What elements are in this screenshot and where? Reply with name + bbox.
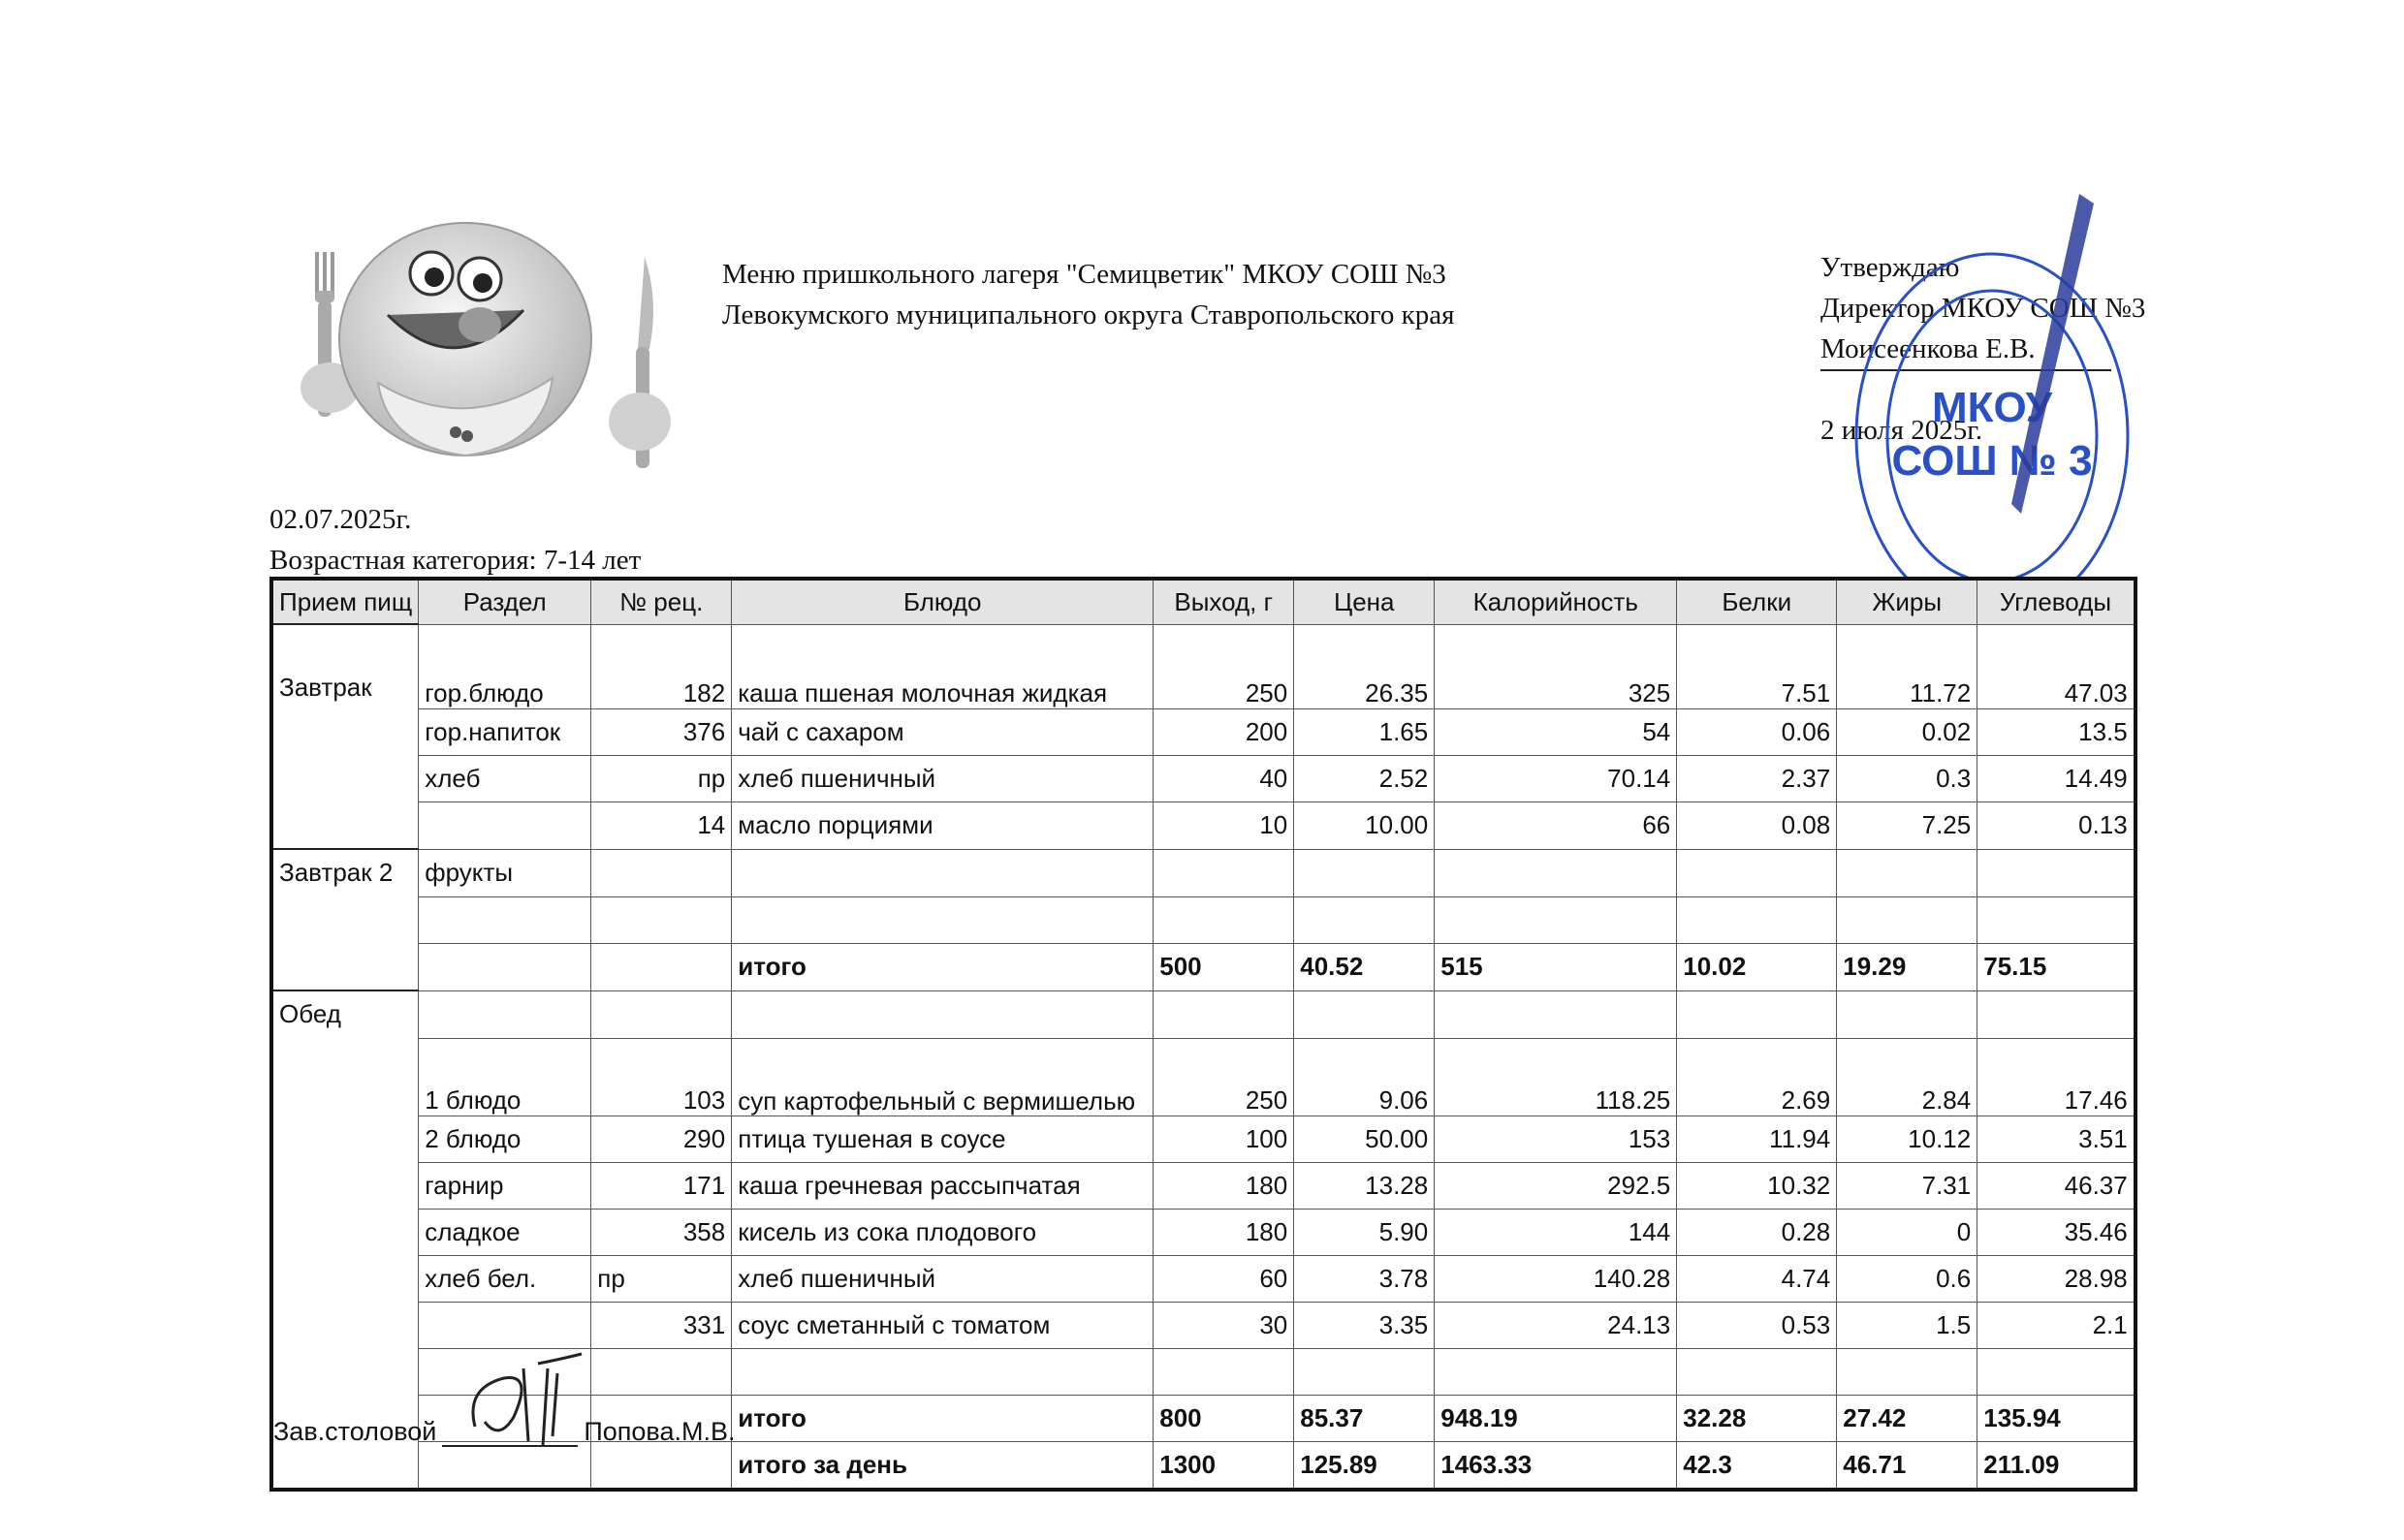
cell-carbs: 75.15 [1977,943,2135,990]
approval-line-1: Утверждаю [1820,252,1960,283]
cell-protein: 0.53 [1677,1302,1837,1348]
cell-dish: кисель из сока плодового [732,1209,1154,1255]
cell-calories: 70.14 [1435,755,1677,801]
col-header-dish: Блюдо [732,579,1154,624]
cell-calories: 515 [1435,943,1677,990]
col-header-fat: Жиры [1837,579,1977,624]
cell-output: 10 [1154,801,1294,849]
cell-protein: 4.74 [1677,1255,1837,1302]
cell-protein: 0.08 [1677,801,1837,849]
cell-carbs: 35.46 [1977,1209,2135,1255]
cell-calories: 292.5 [1435,1162,1677,1209]
cell-section: гор.блюдо [419,624,591,708]
cell-output: 100 [1154,1116,1294,1162]
cell-carbs: 13.5 [1977,708,2135,755]
cell-calories: 948.19 [1435,1395,1677,1441]
cell-fat: 10.12 [1837,1116,1977,1162]
cell-calories: 54 [1435,708,1677,755]
meal-name: Завтрак 2 [271,849,419,896]
cell-carbs: 14.49 [1977,755,2135,801]
cell-protein: 10.02 [1677,943,1837,990]
table-row [271,755,2135,801]
cell-price: 3.35 [1294,1302,1435,1348]
cell-fat: 0.6 [1837,1255,1977,1302]
cell-calories: 144 [1435,1209,1677,1255]
cell-protein: 2.37 [1677,755,1837,801]
cell-protein: 10.32 [1677,1162,1837,1209]
svg-text:МКОУ: МКОУ [1931,384,2053,431]
cell-price: 40.52 [1294,943,1435,990]
cell-recipe: 171 [591,1162,732,1209]
cell-output: 200 [1154,708,1294,755]
cell-fat: 7.31 [1837,1162,1977,1209]
cell-output: 60 [1154,1255,1294,1302]
cell-fat: 1.5 [1837,1302,1977,1348]
cell-price: 26.35 [1294,624,1435,708]
table-row [271,896,2135,943]
cell-carbs: 17.46 [1977,1038,2135,1116]
cell-recipe: 376 [591,708,732,755]
document-title [722,254,1454,335]
cell-section: фрукты [419,849,591,896]
col-header-output: Выход, г [1154,579,1294,624]
cell-protein: 7.51 [1677,624,1837,708]
table-row [271,849,2135,896]
col-header-calories: Калорийность [1435,579,1677,624]
subtotal-row [271,943,2135,990]
table-row [271,1255,2135,1302]
cell-carbs: 46.37 [1977,1162,2135,1209]
cell-section: 1 блюдо [419,1038,591,1116]
cell-section: хлеб [419,755,591,801]
cell-calories: 1463.33 [1435,1441,1677,1490]
table-header-row [271,579,2135,624]
table-row [271,801,2135,849]
table-row [271,1038,2135,1116]
cell-recipe: 331 [591,1302,732,1348]
cell-section [419,801,591,849]
cell-recipe: 103 [591,1038,732,1116]
cell-carbs: 2.1 [1977,1302,2135,1348]
cell-carbs: 0.13 [1977,801,2135,849]
table-row [271,1162,2135,1209]
col-header-carbs: Углеводы [1977,579,2135,624]
cell-price: 85.37 [1294,1395,1435,1441]
approval-signatory: Моисеенкова Е.В. [1820,329,2111,371]
col-header-recipe: № рец. [591,579,732,624]
table-row [271,1116,2135,1162]
cell-section: гарнир [419,1162,591,1209]
cell-dish: соус сметанный с томатом [732,1302,1154,1348]
cell-fat: 0.3 [1837,755,1977,801]
cell-fat: 0.02 [1837,708,1977,755]
cell-recipe: пр [591,755,732,801]
signature-blank [442,1422,578,1447]
cell-output: 500 [1154,943,1294,990]
cell-protein: 11.94 [1677,1116,1837,1162]
official-stamp [1847,194,2137,620]
cell-fat: 7.25 [1837,801,1977,849]
cell-calories: 24.13 [1435,1302,1677,1348]
cell-calories: 66 [1435,801,1677,849]
cell-price: 5.90 [1294,1209,1435,1255]
cell-output: 40 [1154,755,1294,801]
document-date: 02.07.2025г. [269,504,412,535]
footer-name: Попова.М.В. [584,1417,736,1446]
cell-price: 1.65 [1294,708,1435,755]
cell-output: 1300 [1154,1441,1294,1490]
cell-section: гор.напиток [419,708,591,755]
col-header-meal: Прием пищ [271,579,419,624]
cell-fat: 46.71 [1837,1441,1977,1490]
cell-calories: 325 [1435,624,1677,708]
cell-price: 3.78 [1294,1255,1435,1302]
col-header-price: Цена [1294,579,1435,624]
cell-dish: птица тушеная в соусе [732,1116,1154,1162]
approval-line-2: Директор МКОУ СОШ №3 [1820,293,2146,324]
cell-carbs: 47.03 [1977,624,2135,708]
cell-day-total-label: итого за день [732,1441,1154,1490]
cell-total-label: итого [732,943,1154,990]
cell-dish: суп картофельный с вермишелью [732,1038,1154,1116]
svg-text:СОШ № 3: СОШ № 3 [1891,437,2093,485]
cell-total-label: итого [732,1395,1154,1441]
meal-name: Обед [271,990,419,1038]
cell-price: 9.06 [1294,1038,1435,1116]
cell-recipe: 358 [591,1209,732,1255]
cell-fat: 0 [1837,1209,1977,1255]
col-header-protein: Белки [1677,579,1837,624]
cell-section [419,1302,591,1348]
cell-protein: 2.69 [1677,1038,1837,1116]
cell-carbs: 28.98 [1977,1255,2135,1302]
col-header-section: Раздел [419,579,591,624]
cell-price: 10.00 [1294,801,1435,849]
cell-section: сладкое [419,1209,591,1255]
cell-fat: 19.29 [1837,943,1977,990]
cell-price: 50.00 [1294,1116,1435,1162]
table-row [271,1209,2135,1255]
cell-price: 2.52 [1294,755,1435,801]
cell-calories: 118.25 [1435,1038,1677,1116]
cell-section: хлеб бел. [419,1255,591,1302]
cell-recipe: 14 [591,801,732,849]
footer-position: Зав.столовой [273,1417,437,1446]
approval-date: 2 июля 2025г. [1820,415,1983,446]
cell-output: 250 [1154,1038,1294,1116]
cell-dish: хлеб пшеничный [732,1255,1154,1302]
cell-fat: 11.72 [1837,624,1977,708]
cell-calories: 140.28 [1435,1255,1677,1302]
cell-output: 250 [1154,624,1294,708]
footer-signoff [273,1417,736,1447]
age-category: Возрастная категория: 7-14 лет [269,545,642,576]
cell-output: 800 [1154,1395,1294,1441]
cell-section: 2 блюдо [419,1116,591,1162]
cell-carbs: 211.09 [1977,1441,2135,1490]
cell-protein: 0.06 [1677,708,1837,755]
cell-carbs: 3.51 [1977,1116,2135,1162]
table-row [271,1302,2135,1348]
table-row [271,990,2135,1038]
table-row [271,624,2135,708]
table-row [271,708,2135,755]
cell-recipe: 290 [591,1116,732,1162]
cell-protein: 0.28 [1677,1209,1837,1255]
cell-fat: 27.42 [1837,1395,1977,1441]
cell-output: 30 [1154,1302,1294,1348]
mascot-illustration [262,213,708,494]
cell-dish: хлеб пшеничный [732,755,1154,801]
cell-fat: 2.84 [1837,1038,1977,1116]
title-line-2: Левокумского муниципального округа Ставропольского края [722,299,1455,330]
cell-calories: 153 [1435,1116,1677,1162]
cell-dish: каша гречневая рассыпчатая [732,1162,1154,1209]
cell-dish: каша пшеная молочная жидкая [732,624,1154,708]
cell-price: 125.89 [1294,1441,1435,1490]
meal-name: Завтрак [271,624,419,708]
cell-price: 13.28 [1294,1162,1435,1209]
cell-dish: чай с сахаром [732,708,1154,755]
cell-output: 180 [1154,1209,1294,1255]
cell-dish: масло порциями [732,801,1154,849]
cell-output: 180 [1154,1162,1294,1209]
cell-recipe: пр [591,1255,732,1302]
cell-protein: 42.3 [1677,1441,1837,1490]
cell-recipe: 182 [591,624,732,708]
cell-protein: 32.28 [1677,1395,1837,1441]
title-line-1: Меню пришкольного лагеря "Семицветик" МКОУ СОШ №3 [722,259,1446,290]
cell-carbs: 135.94 [1977,1395,2135,1441]
